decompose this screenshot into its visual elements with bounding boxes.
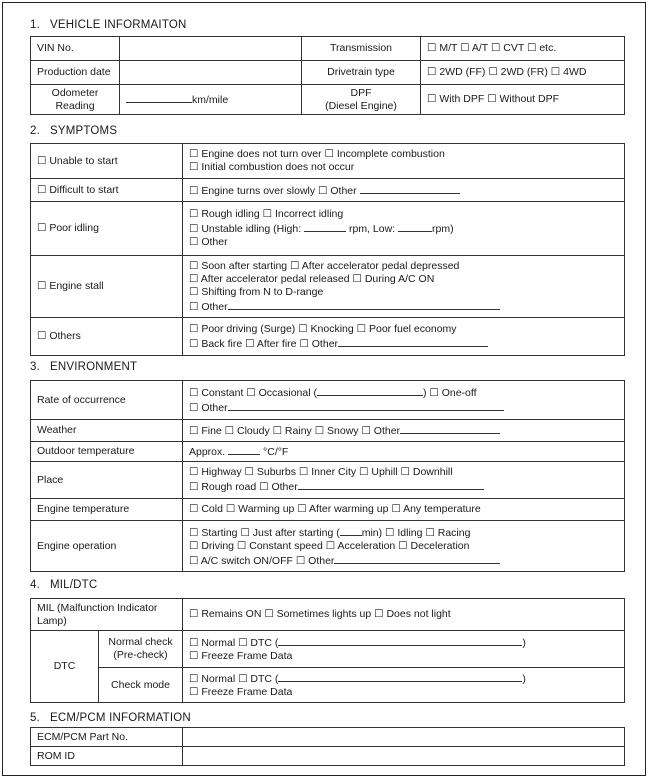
symptom-idling-options[interactable]: ☐ Rough idling ☐ Incorrect idling ☐ Unstable idling (High: rpm, Low: rpm) ☐ Other (183, 202, 625, 256)
symptom-engine-stall[interactable]: ☐ Engine stall (31, 256, 183, 318)
occurrence-options[interactable]: ☐ Constant ☐ Occasional ( ) ☐ One-off ☐ Other (183, 381, 625, 420)
ecm-part-label: ECM/PCM Part No. (31, 728, 183, 747)
symptoms-table (30, 143, 625, 356)
place-label: Place (31, 462, 183, 499)
engine-temp-label: Engine temperature (31, 499, 183, 521)
weather-options[interactable]: ☐ Fine ☐ Cloudy ☐ Rainy ☐ Snowy ☐ Other (183, 420, 625, 442)
ecm-part-field[interactable] (183, 728, 625, 747)
vin-label: VIN No. (31, 37, 120, 61)
dtc-label: DTC (31, 631, 99, 703)
odometer-label: Odometer Reading (31, 85, 120, 115)
mil-table (30, 598, 625, 703)
section-mil-title: 4. MIL/DTC (30, 579, 98, 591)
odometer-unit: km/mile (192, 94, 229, 106)
outdoor-temp-label: Outdoor temperature (31, 442, 183, 462)
mil-options[interactable]: ☐ Remains ON ☐ Sometimes lights up ☐ Does not light (183, 599, 625, 631)
place-options[interactable]: ☐ Highway ☐ Suburbs ☐ Inner City ☐ Uphill ☐ Downhill ☐ Rough road ☐ Other (183, 462, 625, 499)
section-symptoms-title: 2. SYMPTOMS (30, 125, 118, 137)
dpf-label: DPF (Diesel Engine) (302, 85, 421, 115)
check-mode-options[interactable]: ☐ Normal ☐ DTC ( ) ☐ Freeze Frame Data (183, 668, 625, 703)
vin-field[interactable] (120, 37, 302, 61)
mil-label: MIL (Malfunction Indicator Lamp) (31, 599, 183, 631)
symptom-difficult-options[interactable]: ☐ Engine turns over slowly ☐ Other (183, 179, 625, 202)
production-date-label: Production date (31, 61, 120, 85)
environment-table (30, 380, 625, 572)
check-mode-label: Check mode (99, 668, 183, 703)
weather-label: Weather (31, 420, 183, 442)
symptom-unable-to-start[interactable]: ☐ Unable to start (31, 144, 183, 179)
normal-check-options[interactable]: ☐ Normal ☐ DTC ( ) ☐ Freeze Frame Data (183, 631, 625, 668)
engine-temp-options[interactable]: ☐ Cold ☐ Warming up ☐ After warming up ☐ Any temperature (183, 499, 625, 521)
symptom-unable-options[interactable]: ☐ Engine does not turn over ☐ Incomplete combustion ☐ Initial combustion does not occur (183, 144, 625, 179)
dpf-options[interactable]: ☐ With DPF ☐ Without DPF (421, 85, 625, 115)
symptom-others-options[interactable]: ☐ Poor driving (Surge) ☐ Knocking ☐ Poor fuel economy ☐ Back fire ☐ After fire ☐ Other (183, 318, 625, 356)
section-vehicle-title: 1. VEHICLE INFORMAITON (30, 19, 187, 31)
symptom-difficult-to-start[interactable]: ☐ Difficult to start (31, 179, 183, 202)
symptom-poor-idling[interactable]: ☐ Poor idling (31, 202, 183, 256)
production-date-field[interactable] (120, 61, 302, 85)
drivetrain-label: Drivetrain type (302, 61, 421, 85)
transmission-label: Transmission (302, 37, 421, 61)
normal-check-label: Normal check (Pre-check) (99, 631, 183, 668)
symptom-stall-options[interactable]: ☐ Soon after starting ☐ After accelerator pedal depressed ☐ After accelerator pedal released ☐ During A/C ON ☐ Shifting from N to D-range ☐ Other (183, 256, 625, 318)
rom-id-label: ROM ID (31, 747, 183, 766)
drivetrain-options[interactable]: ☐ 2WD (FF) ☐ 2WD (FR) ☐ 4WD (421, 61, 625, 85)
outdoor-temp-field[interactable]: Approx. °C/°F (183, 442, 625, 462)
occurrence-label: Rate of occurrence (31, 381, 183, 420)
section-environment-title: 3. ENVIRONMENT (30, 361, 138, 373)
rom-id-field[interactable] (183, 747, 625, 766)
ecm-table (30, 727, 625, 766)
engine-operation-label: Engine operation (31, 521, 183, 572)
symptom-others[interactable]: ☐ Others (31, 318, 183, 356)
odometer-field[interactable] (120, 85, 302, 115)
vehicle-table (30, 36, 625, 115)
transmission-options[interactable]: ☐ M/T ☐ A/T ☐ CVT ☐ etc. (421, 37, 625, 61)
section-ecm-title: 5. ECM/PCM INFORMATION (30, 712, 191, 724)
engine-operation-options[interactable]: ☐ Starting ☐ Just after starting ( min) ☐ Idling ☐ Racing ☐ Driving ☐ Constant speed ☐ Acceleration ☐ Deceleration ☐ A/C switch ON/OFF ☐ Other (183, 521, 625, 572)
